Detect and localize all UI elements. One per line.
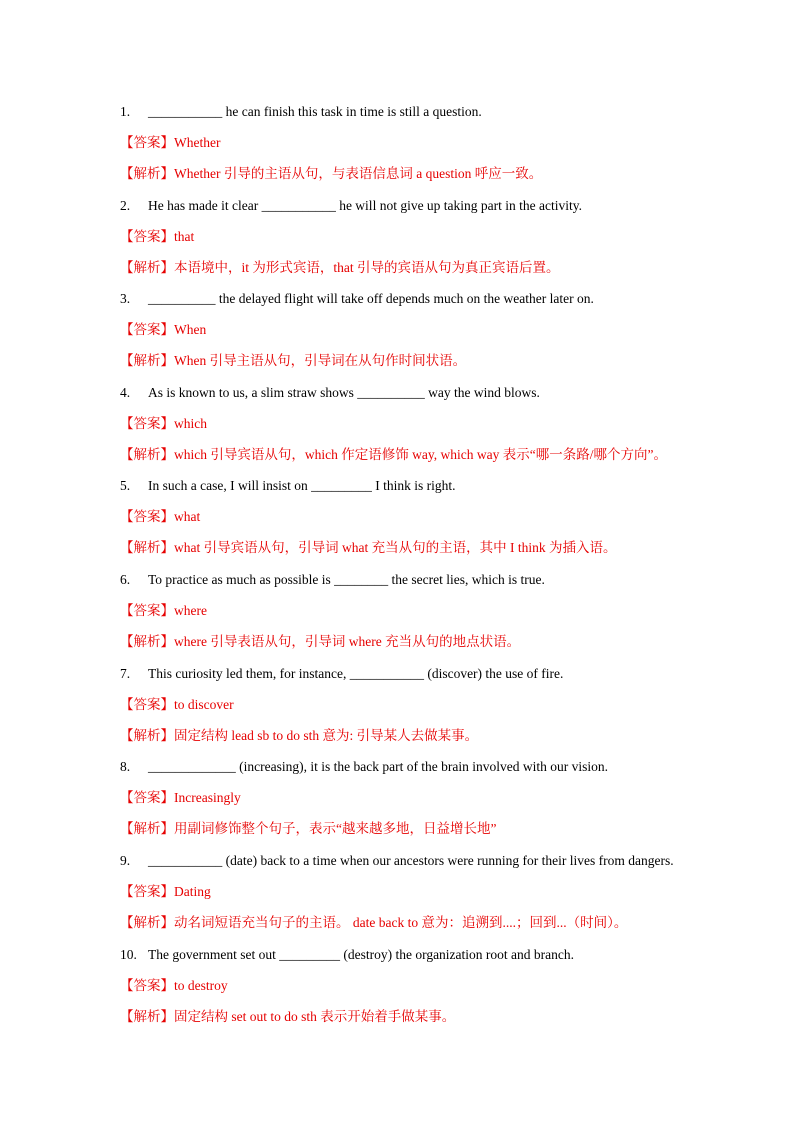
answer-line: 【答案】Whether <box>120 135 221 150</box>
question-item <box>120 290 594 308</box>
analysis-line: 【解析】Whether 引导的主语从句，与表语信息词 a question 呼应一致。 <box>120 166 543 181</box>
question-item <box>120 852 674 870</box>
question-text: He has made it clear ___________ he will not give up taking part in the activity. <box>148 198 583 213</box>
question-text: __________ the delayed flight will take off depends much on the weather later on. <box>148 291 594 306</box>
question-number: 6. <box>120 572 131 587</box>
question-item <box>120 946 574 964</box>
question-text: In such a case, I will insist on _________ I think is right. <box>148 478 456 493</box>
question-text: ___________ he can finish this task in time is still a question. <box>148 104 482 119</box>
question-number: 3. <box>120 291 131 306</box>
question-text: _____________ (increasing), it is the back part of the brain involved with our vision. <box>148 759 609 774</box>
analysis-line: 【解析】where 引导表语从句，引导词 where 充当从句的地点状语。 <box>120 634 521 649</box>
question-item <box>120 665 563 683</box>
question-item <box>120 758 608 776</box>
question-number: 7. <box>120 666 131 681</box>
question-number: 10. <box>120 947 137 962</box>
question-number: 8. <box>120 759 131 774</box>
question-item <box>120 103 482 121</box>
answer-line: 【答案】Increasingly <box>120 790 241 805</box>
question-text: To practice as much as possible is ________ the secret lies, which is true. <box>148 572 545 587</box>
question-item <box>120 384 540 402</box>
analysis-line: 【解析】固定结构 lead sb to do sth 意为: 引导某人去做某事。 <box>120 728 479 743</box>
answer-line: 【答案】to destroy <box>120 978 228 993</box>
answer-line: 【答案】Dating <box>120 884 211 899</box>
analysis-line: 【解析】When 引导主语从句，引导词在从句作时间状语。 <box>120 353 467 368</box>
question-text: This curiosity led them, for instance, ___________ (discover) the use of fire. <box>148 666 564 681</box>
question-text: ___________ (date) back to a time when our ancestors were running for their lives from dangers. <box>148 853 674 868</box>
question-item <box>120 197 582 215</box>
analysis-line: 【解析】固定结构 set out to do sth 表示开始着手做某事。 <box>120 1009 456 1024</box>
analysis-line: 【解析】动名词短语充当句子的主语。 date back to 意为：追溯到....；回到...（时间）。 <box>120 915 628 930</box>
question-number: 5. <box>120 478 131 493</box>
answer-line: 【答案】where <box>120 603 207 618</box>
question-number: 4. <box>120 385 131 400</box>
question-number: 2. <box>120 198 131 213</box>
answer-line: 【答案】which <box>120 416 207 431</box>
answer-line: 【答案】When <box>120 322 207 337</box>
answer-line: 【答案】that <box>120 229 195 244</box>
analysis-line: 【解析】which 引导宾语从句，which 作定语修饰 way, which way 表示“哪一条路/哪个方向”。 <box>120 447 667 462</box>
analysis-line: 【解析】what 引导宾语从句，引导词 what 充当从句的主语，其中 I think 为插入语。 <box>120 540 617 555</box>
question-text: As is known to us, a slim straw shows __________ way the wind blows. <box>148 385 540 400</box>
question-item <box>120 571 545 589</box>
answer-line: 【答案】to discover <box>120 697 234 712</box>
question-number: 9. <box>120 853 131 868</box>
question-text: The government set out _________ (destroy) the organization root and branch. <box>148 947 575 962</box>
analysis-line: 【解析】用副词修饰整个句子，表示“越来越多地，日益增长地” <box>120 821 497 836</box>
question-number: 1. <box>120 104 131 119</box>
answer-line: 【答案】what <box>120 509 201 524</box>
analysis-line: 【解析】本语境中，it 为形式宾语，that 引导的宾语从句为真正宾语后置。 <box>120 260 560 275</box>
question-item <box>120 477 455 495</box>
